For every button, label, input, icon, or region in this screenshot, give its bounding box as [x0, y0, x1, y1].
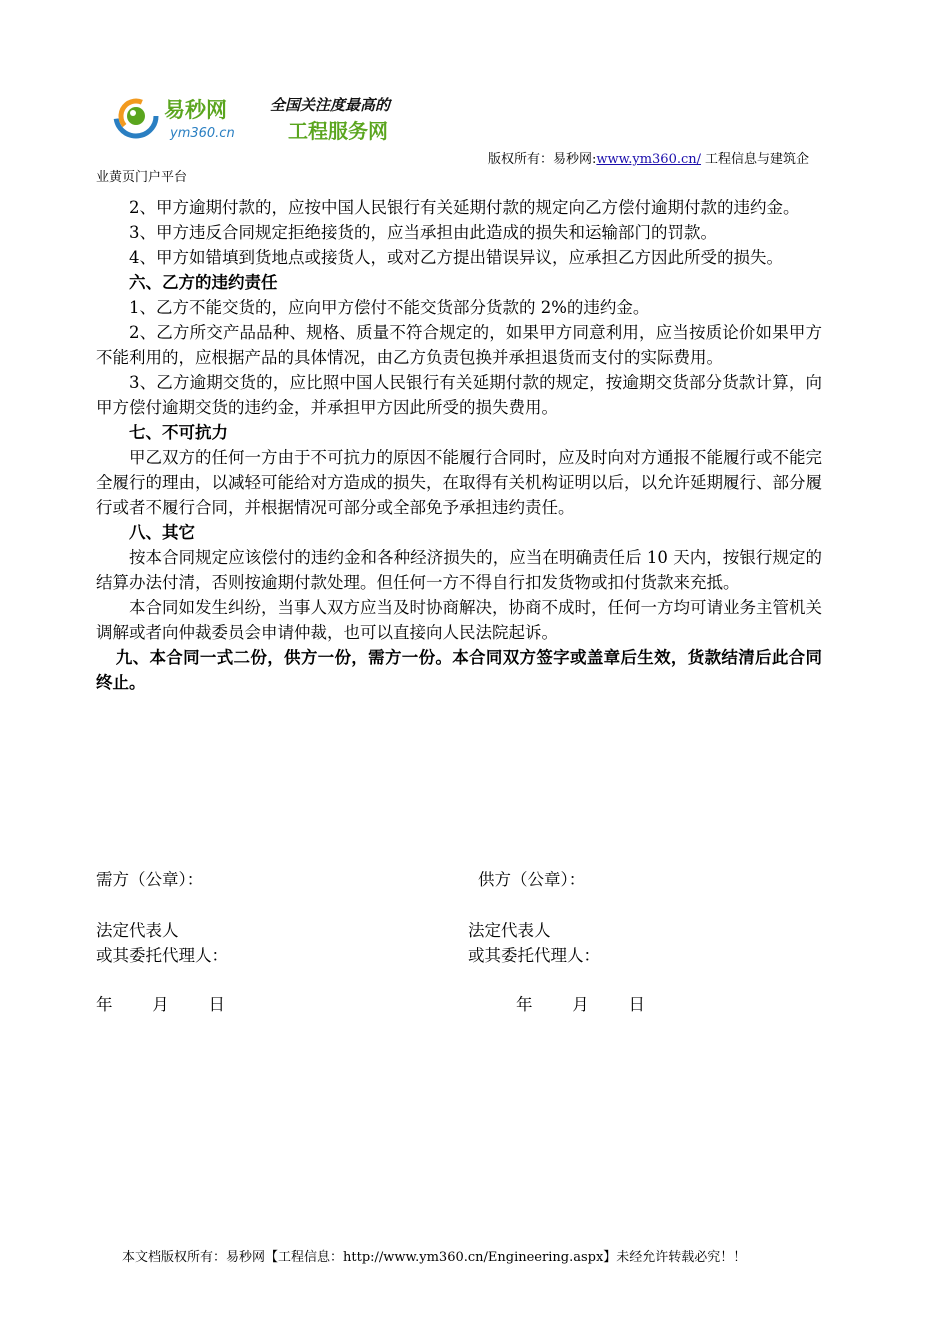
- copyright-header-wrap: 业黄页门户平台: [96, 170, 188, 185]
- logo-domain: ym360.cn: [170, 126, 235, 141]
- clause-paragraph: 4、甲方如错填到货地点或接货人，或对乙方提出错误异议，应承担乙方因此所受的损失。: [129, 248, 783, 267]
- seller-agent-label: 或其委托代理人：: [468, 946, 600, 965]
- clause-paragraph: 2、甲方逾期付款的，应按中国人民银行有关延期付款的规定向乙方偿付逾期付款的违约金。: [129, 198, 800, 217]
- clause-paragraph: 2、乙方所交产品品种、规格、质量不符合规定的，如果甲方同意利用，应当按质论价如果甲方不能利用的，应根据产品的具体情况，由乙方负责包换并承担退货而支付的实际费用。: [96, 323, 822, 367]
- buyer-seal-label: 需方（公章）：: [96, 870, 204, 889]
- site-logo[interactable]: [112, 86, 422, 146]
- clause-paragraph: 1、乙方不能交货的，应向甲方偿付不能交货部分货款的 2%的违约金。: [129, 298, 650, 317]
- section-heading: 七、不可抗力: [129, 423, 228, 442]
- logo-graphic: [112, 86, 422, 146]
- logo-slogan-line2: 工程服务网: [288, 119, 388, 143]
- seller-date-line: 年 月 日: [516, 995, 645, 1014]
- copyright-suffix: 工程信息与建筑企: [705, 152, 810, 167]
- buyer-legal-rep-label: 法定代表人: [96, 921, 179, 940]
- clause-paragraph: 甲乙双方的任何一方由于不可抗力的原因不能履行合同时，应及时向对方通报不能履行或不能完全履行的理由，以减轻可能给对方造成的损失，在取得有关机构证明以后，以允许延期履行、部分履行或者不履行合同，并根据情况可部分或全部免予承担违约责任。: [96, 448, 822, 517]
- clause-paragraph: 3、乙方逾期交货的，应比照中国人民银行有关延期付款的规定，按逾期交货部分货款计算，向甲方偿付逾期交货的违约金，并承担甲方因此所受的损失费用。: [96, 373, 822, 417]
- footer-copyright: 本文档版权所有：易秒网【工程信息：http://www.ym360.cn/Engineering.aspx】未经允许转载必究！！: [122, 1250, 747, 1265]
- buyer-date-line: 年 月 日: [96, 995, 225, 1014]
- copyright-prefix: 版权所有：易秒网:: [488, 152, 597, 167]
- final-clause: 九、本合同一式二份，供方一份，需方一份。本合同双方签字或盖章后生效，货款结清后此合同终止。: [96, 648, 822, 692]
- buyer-agent-label: 或其委托代理人：: [96, 946, 228, 965]
- clause-paragraph: 按本合同规定应该偿付的违约金和各种经济损失的，应当在明确责任后 10 天内，按银行规定的结算办法付清，否则按逾期付款处理。但任何一方不得自行扣发货物或扣付货款来充抵。: [96, 548, 822, 592]
- site-link[interactable]: www.ym360.cn/: [596, 152, 702, 167]
- clause-paragraph: 本合同如发生纠纷，当事人双方应当及时协商解决，协商不成时，任何一方均可请业务主管机关调解或者向仲裁委员会申请仲裁，也可以直接向人民法院起诉。: [96, 598, 822, 642]
- seller-seal-label: 供方（公章）：: [478, 870, 586, 889]
- clause-paragraph: 3、甲方违反合同规定拒绝接货的，应当承担由此造成的损失和运输部门的罚款。: [129, 223, 717, 242]
- copyright-header: [488, 151, 809, 169]
- seller-legal-rep-label: 法定代表人: [468, 921, 551, 940]
- section-heading: 六、乙方的违约责任: [129, 273, 278, 292]
- section-heading: 八、其它: [129, 523, 195, 542]
- logo-slogan-line1: 全国关注度最高的: [270, 96, 391, 114]
- logo-chinese-name: 易秒网: [164, 98, 227, 122]
- contract-body: [96, 195, 822, 695]
